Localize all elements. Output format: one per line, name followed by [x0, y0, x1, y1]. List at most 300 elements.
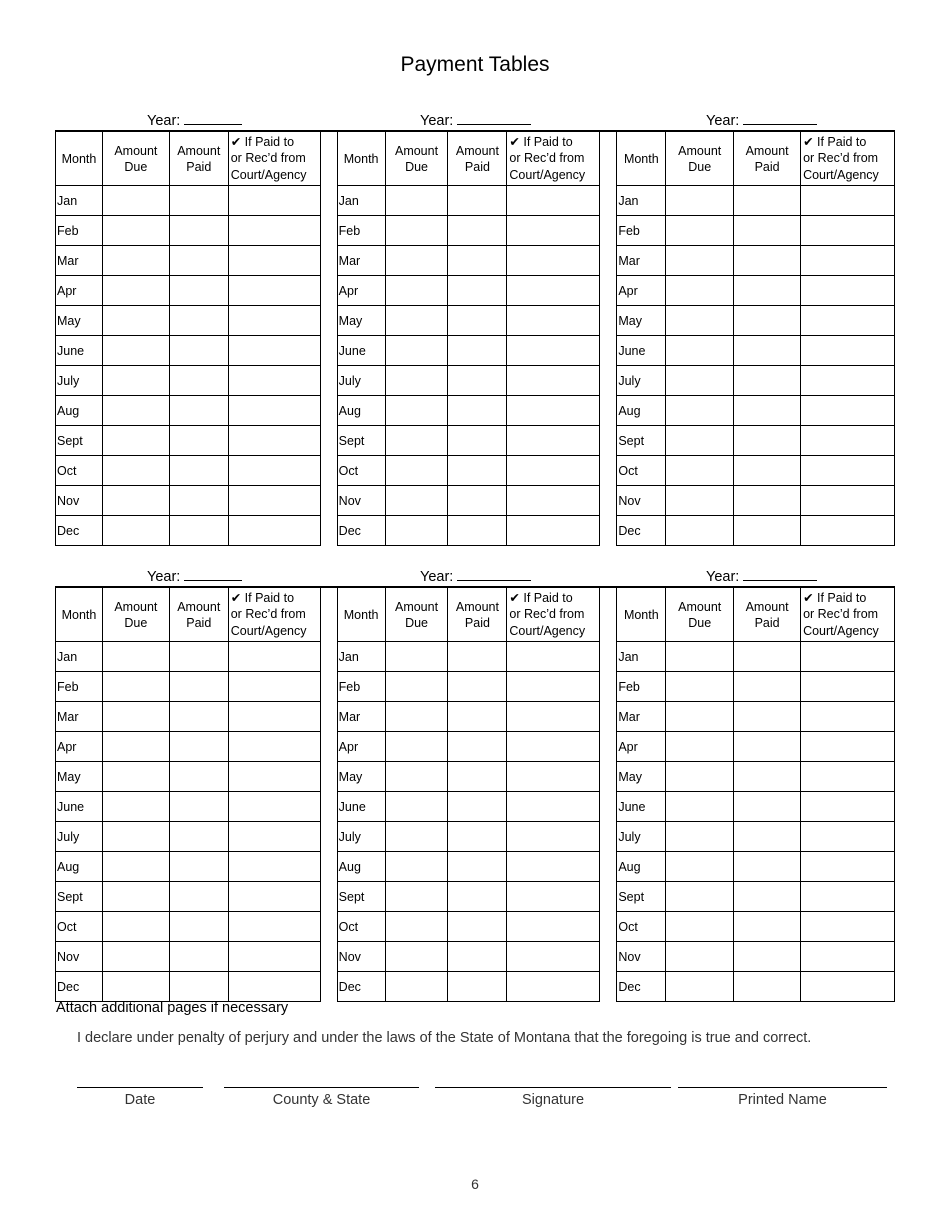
amount-paid-cell[interactable] — [448, 216, 507, 246]
month-cell: Mar — [56, 702, 103, 732]
amount-paid-cell[interactable] — [169, 396, 228, 426]
amount-paid-cell[interactable] — [169, 336, 228, 366]
amount-paid-header-line: Paid — [754, 159, 780, 174]
amount-paid-cell[interactable] — [448, 516, 507, 546]
year-label — [420, 110, 531, 129]
paid-note-cell[interactable] — [228, 972, 320, 1002]
paid-note-cell[interactable] — [507, 642, 600, 672]
table-row — [617, 972, 895, 1002]
paid-note-cell[interactable] — [507, 396, 600, 426]
amount-due-cell[interactable] — [666, 426, 734, 456]
amount-due-cell[interactable] — [102, 882, 169, 912]
paid-note-cell[interactable] — [801, 306, 895, 336]
amount-paid-cell[interactable] — [448, 486, 507, 516]
amount-due-cell[interactable] — [385, 276, 448, 306]
amount-paid-cell[interactable] — [169, 672, 228, 702]
paid-note-cell[interactable] — [228, 732, 320, 762]
year-blank[interactable] — [743, 566, 817, 581]
month-cell: Dec — [56, 516, 103, 546]
paid-note-cell[interactable] — [228, 366, 320, 396]
table-row — [617, 672, 895, 702]
amount-due-cell[interactable] — [102, 702, 169, 732]
amount-paid-cell[interactable] — [448, 306, 507, 336]
table-row — [56, 792, 321, 822]
amount-paid-cell[interactable] — [448, 642, 507, 672]
paid-note-cell[interactable] — [507, 672, 600, 702]
amount-due-cell[interactable] — [385, 486, 448, 516]
amount-paid-cell[interactable] — [734, 822, 801, 852]
paid-note-header — [801, 132, 895, 186]
amount-due-header-line: Due — [688, 159, 712, 174]
paid-note-cell[interactable] — [507, 762, 600, 792]
month-cell: Nov — [56, 942, 103, 972]
paid-note-cell[interactable] — [228, 336, 320, 366]
amount-due-cell[interactable] — [385, 942, 448, 972]
year-blank[interactable] — [457, 566, 531, 581]
amount-paid-cell[interactable] — [734, 336, 801, 366]
amount-paid-cell[interactable] — [448, 942, 507, 972]
amount-due-header — [102, 588, 169, 642]
paid-note-header-line: Court/Agency — [803, 167, 879, 182]
paid-note-cell[interactable] — [507, 486, 600, 516]
year-blank[interactable] — [457, 110, 531, 125]
signature-line[interactable] — [435, 1087, 671, 1088]
paid-note-cell[interactable] — [801, 822, 895, 852]
amount-paid-cell[interactable] — [448, 702, 507, 732]
paid-note-header-line: ✔ If Paid to — [509, 134, 573, 149]
paid-note-cell[interactable] — [228, 852, 320, 882]
month-header — [56, 132, 103, 186]
amount-due-cell[interactable] — [666, 486, 734, 516]
month-cell: Apr — [56, 276, 103, 306]
paid-note-cell[interactable] — [507, 186, 600, 216]
month-cell: Aug — [337, 396, 385, 426]
paid-note-cell[interactable] — [801, 216, 895, 246]
amount-due-cell[interactable] — [666, 456, 734, 486]
amount-paid-cell[interactable] — [734, 366, 801, 396]
amount-due-cell[interactable] — [385, 972, 448, 1002]
paid-note-cell[interactable] — [801, 186, 895, 216]
amount-due-cell[interactable] — [385, 516, 448, 546]
table-row — [337, 246, 600, 276]
amount-paid-cell[interactable] — [734, 972, 801, 1002]
paid-note-cell[interactable] — [228, 516, 320, 546]
paid-note-header-line: ✔ If Paid to — [509, 590, 573, 605]
paid-note-cell[interactable] — [801, 276, 895, 306]
amount-paid-cell[interactable] — [448, 456, 507, 486]
month-cell: Feb — [617, 216, 666, 246]
paid-note-header-line: ✔ If Paid to — [230, 590, 295, 605]
paid-note-cell[interactable] — [228, 306, 320, 336]
month-cell: June — [617, 792, 666, 822]
paid-note-cell[interactable] — [228, 702, 320, 732]
amount-due-cell[interactable] — [385, 672, 448, 702]
table-row — [56, 426, 321, 456]
amount-due-cell[interactable] — [666, 276, 734, 306]
amount-due-cell[interactable] — [102, 336, 169, 366]
amount-paid-cell[interactable] — [448, 732, 507, 762]
paid-note-cell[interactable] — [507, 702, 600, 732]
amount-paid-header-line: Paid — [754, 615, 780, 630]
paid-note-cell[interactable] — [228, 642, 320, 672]
paid-note-header-line: or Rec’d from — [803, 607, 879, 622]
paid-note-cell[interactable] — [228, 912, 320, 942]
amount-paid-cell[interactable] — [169, 426, 228, 456]
amount-due-cell[interactable] — [385, 306, 448, 336]
amount-paid-cell[interactable] — [734, 186, 801, 216]
month-cell: Jan — [56, 186, 103, 216]
paid-note-cell[interactable] — [801, 426, 895, 456]
amount-paid-cell[interactable] — [734, 306, 801, 336]
amount-due-cell[interactable] — [102, 942, 169, 972]
amount-due-cell[interactable] — [666, 246, 734, 276]
paid-note-cell[interactable] — [228, 762, 320, 792]
amount-paid-cell[interactable] — [448, 426, 507, 456]
table-row — [56, 516, 321, 546]
amount-paid-cell[interactable] — [734, 642, 801, 672]
amount-due-cell[interactable] — [102, 792, 169, 822]
amount-paid-cell[interactable] — [734, 882, 801, 912]
table-row — [337, 792, 600, 822]
amount-due-cell[interactable] — [385, 732, 448, 762]
amount-paid-cell[interactable] — [734, 216, 801, 246]
paid-note-header-line: ✔ If Paid to — [230, 134, 295, 149]
paid-note-cell[interactable] — [507, 216, 600, 246]
year-label-text: Year: — [147, 113, 181, 129]
paid-note-cell[interactable] — [507, 366, 600, 396]
amount-due-cell[interactable] — [102, 642, 169, 672]
table-row — [617, 912, 895, 942]
paid-note-cell[interactable] — [228, 396, 320, 426]
paid-note-cell[interactable] — [801, 486, 895, 516]
amount-due-cell[interactable] — [666, 852, 734, 882]
paid-note-cell[interactable] — [507, 942, 600, 972]
amount-paid-cell[interactable] — [169, 186, 228, 216]
amount-paid-header — [734, 132, 801, 186]
paid-note-cell[interactable] — [507, 516, 600, 546]
table-row — [56, 762, 321, 792]
paid-note-cell[interactable] — [228, 792, 320, 822]
amount-paid-cell[interactable] — [448, 762, 507, 792]
amount-paid-cell[interactable] — [169, 456, 228, 486]
month-cell: Jan — [617, 186, 666, 216]
paid-note-cell[interactable] — [801, 792, 895, 822]
amount-paid-cell[interactable] — [448, 186, 507, 216]
amount-paid-cell[interactable] — [169, 246, 228, 276]
paid-note-cell[interactable] — [801, 732, 895, 762]
year-blank[interactable] — [743, 110, 817, 125]
paid-note-cell[interactable] — [801, 762, 895, 792]
amount-paid-cell[interactable] — [448, 972, 507, 1002]
paid-note-cell[interactable] — [228, 216, 320, 246]
amount-due-cell[interactable] — [385, 762, 448, 792]
paid-note-cell[interactable] — [507, 822, 600, 852]
header-row — [337, 132, 600, 186]
amount-due-cell[interactable] — [385, 822, 448, 852]
amount-due-header-line: Amount — [678, 599, 722, 614]
amount-paid-cell[interactable] — [169, 486, 228, 516]
amount-paid-cell[interactable] — [169, 642, 228, 672]
paid-note-cell[interactable] — [507, 882, 600, 912]
amount-paid-cell[interactable] — [734, 246, 801, 276]
month-cell: June — [56, 336, 103, 366]
amount-due-cell[interactable] — [102, 366, 169, 396]
amount-due-cell[interactable] — [102, 456, 169, 486]
paid-note-cell[interactable] — [507, 972, 600, 1002]
amount-paid-cell[interactable] — [734, 672, 801, 702]
amount-paid-cell[interactable] — [734, 276, 801, 306]
amount-paid-cell[interactable] — [734, 702, 801, 732]
amount-paid-cell[interactable] — [448, 672, 507, 702]
amount-paid-cell[interactable] — [169, 306, 228, 336]
amount-due-cell[interactable] — [666, 306, 734, 336]
amount-paid-cell[interactable] — [734, 942, 801, 972]
table-row — [617, 762, 895, 792]
header-row — [337, 588, 600, 642]
amount-due-cell[interactable] — [385, 216, 448, 246]
amount-paid-header-line: Paid — [464, 615, 490, 630]
payment-table — [55, 132, 321, 546]
amount-paid-cell[interactable] — [448, 852, 507, 882]
amount-due-cell[interactable] — [666, 642, 734, 672]
amount-due-cell[interactable] — [385, 642, 448, 672]
amount-paid-cell[interactable] — [448, 366, 507, 396]
amount-due-cell[interactable] — [102, 852, 169, 882]
amount-due-cell[interactable] — [666, 912, 734, 942]
payment-grid — [55, 586, 895, 1002]
payment-table — [337, 588, 601, 1002]
amount-paid-cell[interactable] — [734, 456, 801, 486]
paid-note-cell[interactable] — [507, 852, 600, 882]
amount-due-cell[interactable] — [385, 186, 448, 216]
amount-paid-cell[interactable] — [448, 912, 507, 942]
amount-paid-cell[interactable] — [169, 762, 228, 792]
paid-note-cell[interactable] — [801, 366, 895, 396]
amount-due-cell[interactable] — [102, 972, 169, 1002]
amount-due-cell[interactable] — [102, 396, 169, 426]
paid-note-cell[interactable] — [801, 852, 895, 882]
amount-due-cell[interactable] — [385, 912, 448, 942]
paid-note-cell[interactable] — [228, 246, 320, 276]
amount-due-cell[interactable] — [666, 792, 734, 822]
paid-note-cell[interactable] — [507, 792, 600, 822]
amount-due-cell[interactable] — [102, 276, 169, 306]
amount-due-cell[interactable] — [385, 396, 448, 426]
table-row — [337, 186, 600, 216]
amount-due-cell[interactable] — [385, 852, 448, 882]
table-row — [337, 366, 600, 396]
amount-paid-cell[interactable] — [169, 912, 228, 942]
amount-due-cell[interactable] — [102, 216, 169, 246]
paid-note-header-line: or Rec’d from — [230, 151, 306, 166]
amount-due-header-line: Amount — [678, 143, 722, 158]
amount-due-cell[interactable] — [666, 396, 734, 426]
table-row — [337, 336, 600, 366]
amount-paid-cell[interactable] — [734, 426, 801, 456]
paid-note-cell[interactable] — [801, 516, 895, 546]
paid-note-cell[interactable] — [801, 912, 895, 942]
amount-paid-cell[interactable] — [448, 276, 507, 306]
paid-note-cell[interactable] — [228, 672, 320, 702]
amount-due-cell[interactable] — [102, 426, 169, 456]
amount-paid-cell[interactable] — [169, 366, 228, 396]
paid-note-header-line: Court/Agency — [509, 167, 586, 182]
amount-paid-cell[interactable] — [169, 882, 228, 912]
amount-due-cell[interactable] — [666, 882, 734, 912]
paid-note-cell[interactable] — [228, 882, 320, 912]
month-cell: Mar — [337, 702, 385, 732]
paid-note-cell[interactable] — [228, 822, 320, 852]
paid-note-cell[interactable] — [801, 942, 895, 972]
paid-note-cell[interactable] — [507, 456, 600, 486]
table-row — [56, 306, 321, 336]
month-cell: Feb — [56, 672, 103, 702]
amount-due-cell[interactable] — [102, 306, 169, 336]
amount-paid-cell[interactable] — [169, 732, 228, 762]
amount-due-cell[interactable] — [666, 822, 734, 852]
amount-due-cell[interactable] — [102, 246, 169, 276]
paid-note-cell[interactable] — [507, 732, 600, 762]
table-row — [56, 336, 321, 366]
amount-paid-cell[interactable] — [734, 486, 801, 516]
month-cell: Dec — [617, 516, 666, 546]
amount-due-cell[interactable] — [666, 942, 734, 972]
paid-note-cell[interactable] — [801, 672, 895, 702]
amount-paid-cell[interactable] — [734, 396, 801, 426]
amount-paid-cell[interactable] — [169, 792, 228, 822]
amount-paid-cell[interactable] — [169, 942, 228, 972]
amount-due-cell[interactable] — [102, 912, 169, 942]
amount-due-cell[interactable] — [666, 516, 734, 546]
table-row — [337, 426, 600, 456]
amount-due-cell[interactable] — [666, 336, 734, 366]
amount-due-cell[interactable] — [666, 732, 734, 762]
amount-paid-cell[interactable] — [448, 396, 507, 426]
amount-due-cell[interactable] — [102, 486, 169, 516]
amount-due-header-line: Amount — [114, 143, 158, 158]
year-blank[interactable] — [184, 566, 242, 581]
amount-due-cell[interactable] — [666, 762, 734, 792]
amount-due-cell[interactable] — [102, 732, 169, 762]
paid-note-cell[interactable] — [801, 642, 895, 672]
paid-note-header — [507, 132, 600, 186]
paid-note-cell[interactable] — [801, 396, 895, 426]
month-cell: Apr — [617, 276, 666, 306]
paid-note-cell[interactable] — [228, 456, 320, 486]
amount-paid-cell[interactable] — [448, 822, 507, 852]
amount-due-cell[interactable] — [385, 426, 448, 456]
amount-paid-cell[interactable] — [169, 822, 228, 852]
paid-note-cell[interactable] — [801, 972, 895, 1002]
paid-note-cell[interactable] — [507, 306, 600, 336]
amount-due-cell[interactable] — [666, 186, 734, 216]
amount-due-cell[interactable] — [385, 456, 448, 486]
paid-note-cell[interactable] — [228, 276, 320, 306]
table-row — [617, 516, 895, 546]
amount-due-cell[interactable] — [102, 516, 169, 546]
paid-note-cell[interactable] — [507, 912, 600, 942]
amount-paid-cell[interactable] — [448, 246, 507, 276]
paid-note-header — [801, 588, 895, 642]
amount-paid-cell[interactable] — [169, 216, 228, 246]
amount-due-cell[interactable] — [666, 366, 734, 396]
paid-note-cell[interactable] — [228, 186, 320, 216]
table-row — [337, 942, 600, 972]
amount-paid-cell[interactable] — [448, 882, 507, 912]
paid-note-cell[interactable] — [507, 336, 600, 366]
amount-due-cell[interactable] — [385, 246, 448, 276]
paid-note-cell[interactable] — [801, 456, 895, 486]
amount-paid-cell[interactable] — [734, 516, 801, 546]
amount-paid-header-line: Amount — [455, 143, 499, 158]
amount-due-cell[interactable] — [102, 672, 169, 702]
amount-due-cell[interactable] — [666, 216, 734, 246]
amount-due-cell[interactable] — [102, 822, 169, 852]
table-row — [617, 246, 895, 276]
amount-paid-cell[interactable] — [734, 792, 801, 822]
month-header-line: Month — [343, 607, 379, 622]
month-cell: Nov — [56, 486, 103, 516]
paid-note-cell[interactable] — [228, 486, 320, 516]
header-row — [56, 588, 321, 642]
month-cell: Aug — [617, 852, 666, 882]
paid-note-cell[interactable] — [507, 276, 600, 306]
month-cell: July — [617, 366, 666, 396]
amount-paid-cell[interactable] — [734, 912, 801, 942]
table-row — [56, 186, 321, 216]
amount-paid-cell[interactable] — [734, 762, 801, 792]
date-line[interactable] — [77, 1087, 203, 1088]
paid-note-cell[interactable] — [228, 942, 320, 972]
amount-due-header — [385, 132, 448, 186]
paid-note-cell[interactable] — [507, 246, 600, 276]
paid-note-cell[interactable] — [801, 702, 895, 732]
paid-note-cell[interactable] — [801, 336, 895, 366]
amount-paid-cell[interactable] — [169, 702, 228, 732]
paid-note-cell[interactable] — [228, 426, 320, 456]
month-cell: Sept — [617, 426, 666, 456]
amount-paid-cell[interactable] — [169, 852, 228, 882]
amount-paid-cell[interactable] — [734, 852, 801, 882]
amount-due-cell[interactable] — [102, 186, 169, 216]
amount-due-cell[interactable] — [102, 762, 169, 792]
amount-due-cell[interactable] — [385, 792, 448, 822]
amount-paid-cell[interactable] — [169, 516, 228, 546]
amount-due-cell[interactable] — [666, 702, 734, 732]
paid-note-cell[interactable] — [801, 246, 895, 276]
paid-note-cell[interactable] — [801, 882, 895, 912]
amount-paid-cell[interactable] — [169, 276, 228, 306]
amount-due-cell[interactable] — [666, 972, 734, 1002]
paid-note-cell[interactable] — [507, 426, 600, 456]
amount-paid-cell[interactable] — [734, 732, 801, 762]
amount-due-cell[interactable] — [385, 702, 448, 732]
month-cell: Sept — [617, 882, 666, 912]
amount-paid-header — [734, 588, 801, 642]
amount-due-cell[interactable] — [385, 336, 448, 366]
amount-paid-cell[interactable] — [448, 336, 507, 366]
amount-due-cell[interactable] — [666, 672, 734, 702]
printed-name-line[interactable] — [678, 1087, 887, 1088]
month-cell: Feb — [56, 216, 103, 246]
paid-note-header-line: Court/Agency — [509, 623, 586, 638]
amount-paid-cell[interactable] — [448, 792, 507, 822]
amount-due-cell[interactable] — [385, 882, 448, 912]
amount-due-cell[interactable] — [385, 366, 448, 396]
year-blank[interactable] — [184, 110, 242, 125]
amount-paid-cell[interactable] — [169, 972, 228, 1002]
county-state-line[interactable] — [224, 1087, 419, 1088]
